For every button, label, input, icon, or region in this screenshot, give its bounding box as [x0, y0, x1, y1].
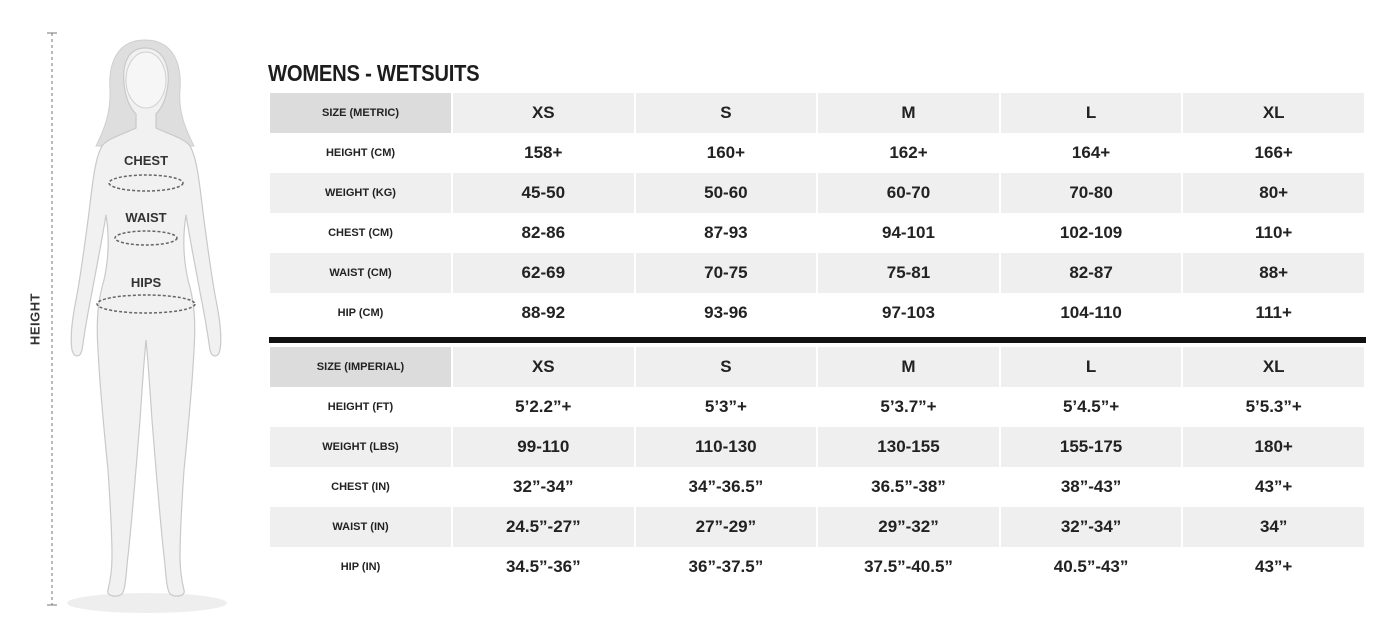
table-cell: 88-92 [521, 303, 566, 322]
table-cell: 102-109 [1059, 223, 1123, 242]
table-cell: 5’4.5”+ [1062, 397, 1120, 416]
row-label: HEIGHT (CM) [325, 147, 396, 159]
row-label: WAIST (IN) [270, 507, 451, 547]
waist-label: WAIST [125, 210, 167, 225]
table-row [270, 293, 1364, 333]
table-header-row [270, 347, 1364, 387]
table-cell: 50-60 [636, 173, 817, 213]
table-cell: 32”-34” [513, 477, 574, 496]
size-header-label: SIZE (IMPERIAL) [270, 347, 451, 387]
table-cell: 166+ [1254, 143, 1293, 162]
imperial-size-table [268, 347, 1366, 587]
table-cell: 162+ [889, 143, 928, 162]
size-column-header: XS [453, 93, 634, 133]
size-header-label: SIZE (METRIC) [270, 93, 451, 133]
table-cell: 87-93 [704, 223, 748, 242]
hips-label: HIPS [130, 275, 162, 290]
table-cell: 82-87 [1001, 253, 1182, 293]
size-column-header: S [636, 93, 817, 133]
table-row [270, 173, 1364, 213]
chest-label: CHEST [123, 153, 169, 168]
table-cell: 5’2.2”+ [515, 397, 572, 416]
table-cell: 38”-43” [1060, 477, 1122, 496]
table-cell: 37.5”-40.5” [864, 557, 953, 576]
table-cell: 27”-29” [636, 507, 817, 547]
table-row [270, 507, 1364, 547]
table-cell: 70-80 [1001, 173, 1182, 213]
row-label: WAIST (CM) [270, 253, 451, 293]
size-column-header: M [818, 347, 999, 387]
table-cell: 80+ [1183, 173, 1364, 213]
body-measurement-figure [0, 0, 260, 644]
section-divider [269, 337, 1366, 343]
table-row [270, 547, 1364, 587]
table-cell: 34.5”-36” [505, 557, 581, 576]
table-cell: 130-155 [818, 427, 999, 467]
table-cell: 155-175 [1001, 427, 1182, 467]
size-column-header: M [818, 93, 999, 133]
row-label: HIP (CM) [337, 307, 384, 319]
table-row [270, 467, 1364, 507]
size-column-header: L [1001, 347, 1182, 387]
table-cell: 164+ [1071, 143, 1111, 162]
table-cell: 75-81 [818, 253, 999, 293]
table-cell: 180+ [1183, 427, 1364, 467]
size-column-header: XS [453, 347, 634, 387]
table-row [270, 253, 1364, 293]
height-label: HEIGHT [27, 292, 43, 346]
table-cell: 82-86 [521, 223, 566, 242]
table-cell: 24.5”-27” [453, 507, 634, 547]
size-column-header: XL [1183, 347, 1364, 387]
table-cell: 40.5”-43” [1053, 557, 1129, 576]
table-row [270, 133, 1364, 173]
table-cell: 43”+ [1255, 557, 1293, 576]
table-cell: 94-101 [882, 223, 935, 242]
table-cell: 88+ [1183, 253, 1364, 293]
table-cell: 104-110 [1060, 303, 1122, 322]
table-cell: 5’3”+ [704, 397, 747, 416]
row-label: HIP (IN) [340, 561, 381, 573]
table-cell: 160+ [706, 143, 746, 162]
table-cell: 5’5.3”+ [1245, 397, 1302, 416]
table-cell: 43”+ [1255, 477, 1293, 496]
table-cell: 29”-32” [818, 507, 999, 547]
table-cell: 93-96 [704, 303, 748, 322]
metric-size-table [268, 93, 1366, 333]
table-cell: 34” [1183, 507, 1364, 547]
table-cell: 5’3.7”+ [880, 397, 937, 416]
table-cell: 110+ [1255, 223, 1293, 242]
table-cell: 36”-37.5” [688, 557, 764, 576]
table-cell: 36.5”-38” [871, 477, 946, 496]
row-label: WEIGHT (LBS) [270, 427, 451, 467]
table-row [270, 427, 1364, 467]
size-column-header: XL [1183, 93, 1364, 133]
table-cell: 62-69 [453, 253, 634, 293]
size-column-header: S [636, 347, 817, 387]
table-cell: 34”-36.5” [688, 477, 764, 496]
table-cell: 110-130 [636, 427, 817, 467]
table-cell: 70-75 [636, 253, 817, 293]
table-cell: 32”-34” [1001, 507, 1182, 547]
row-label: HEIGHT (FT) [327, 401, 394, 413]
table-cell: 97-103 [882, 303, 935, 322]
row-label: WEIGHT (KG) [270, 173, 451, 213]
row-label: CHEST (CM) [328, 227, 393, 239]
row-label: CHEST (IN) [331, 481, 390, 493]
size-column-header: L [1001, 93, 1182, 133]
table-cell: 45-50 [453, 173, 634, 213]
table-cell: 111+ [1255, 303, 1292, 322]
table-row [270, 387, 1364, 427]
table-cell: 60-70 [818, 173, 999, 213]
table-cell: 158+ [524, 143, 563, 162]
table-row [270, 213, 1364, 253]
table-cell: 99-110 [453, 427, 634, 467]
page-title: WOMENS - WETSUITS [268, 60, 480, 86]
table-header-row [270, 93, 1364, 133]
